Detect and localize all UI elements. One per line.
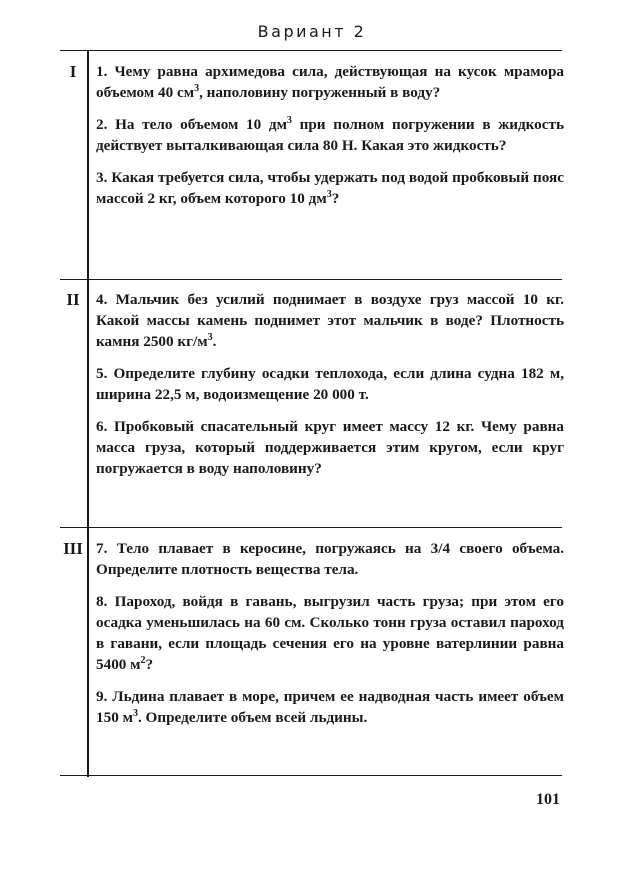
divider-top	[60, 50, 562, 51]
problem-9: 9. Льдина плавает в море, причем ее надводная часть имеет объем 150 $м^3$. Определите объем всей льдины.	[96, 688, 564, 726]
section-1	[96, 61, 564, 220]
page-number: 101	[536, 791, 560, 808]
problem-1: 1. Чему равна архимедова сила, действующая на кусок мраморa объемом 40 $см^3$, наполовину погруженный в воду?	[96, 63, 564, 101]
section-label-2: II	[66, 290, 80, 309]
section-3	[96, 538, 564, 739]
label-column-divider	[87, 50, 89, 777]
problem-6: 6. Пробковый спасательный круг имеет массу 12 кг. Чему равна масса груза, который поддерживается этим кругом, если круг погружается в воду наполовину?	[96, 418, 564, 477]
problem-3: 3. Какая требуется сила, чтобы удержать под водой пробковый пояс массой 2 кг, объем которого 10 $дм^3$?	[96, 169, 565, 207]
page-title: Вариант 2	[257, 22, 367, 41]
section-label-1: I	[69, 62, 77, 81]
divider-section-3	[60, 527, 562, 528]
problem-2: 2. На тело объемом 10 $дм^3$ при полном погружении в жидкость действует выталкивающая сила 80 Н. Какая это жидкость?	[96, 114, 565, 154]
section-2	[96, 289, 564, 490]
problem-4: 4. Мальчик без усилий поднимает в воздухе груз массой 10 кг. Какой массы камень поднимет этот мальчик в воде? Плотность камня 2500 $кг/м^3$.	[96, 291, 565, 350]
problem-7: 7. Тело плавает в керосине, погружаясь на 3/4 своего объема. Определите плотность вещества тела.	[96, 540, 565, 578]
divider-bottom	[60, 775, 562, 776]
divider-section-2	[60, 279, 562, 280]
problem-8: 8. Пароход, войдя в гавань, выгрузил часть груза; при этом его осадка уменьшилась на 60 см. Сколько тонн груза оставил пароход в гавани, если площадь сечения его на уровне ватерлинии равна 5400 $м^2$?	[96, 593, 564, 673]
problem-5: 5. Определите глубину осадки теплохода, если длина судна 182 м, ширина 22,5 м, водоизмещение 20 000 т.	[96, 365, 564, 403]
section-label-3: III	[63, 539, 83, 558]
